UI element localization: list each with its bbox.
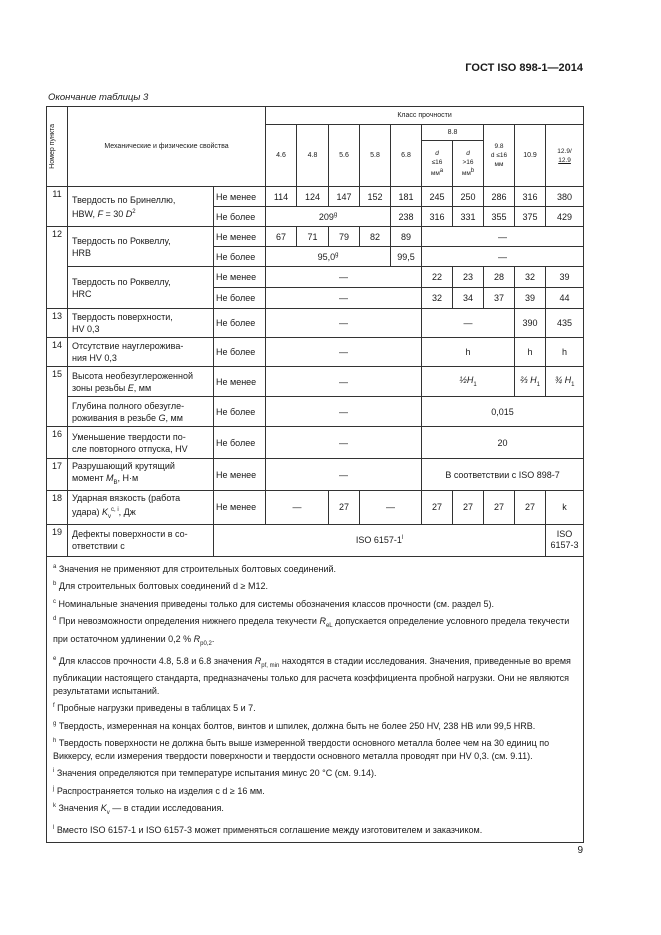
table-cell: 152 (360, 187, 391, 207)
row-number: 17 (47, 459, 68, 491)
class-12-9: 12.9/ 12.9 (546, 125, 584, 187)
class-6-8: 6.8 (391, 125, 422, 187)
limit-max: Не более (214, 338, 266, 367)
row-number: 13 (47, 309, 68, 338)
table-cell: 238 (391, 207, 422, 227)
table-cell: — (422, 309, 515, 338)
table-cell: 316 (422, 207, 453, 227)
table-cell: — (266, 427, 422, 459)
table-cell: 355 (484, 207, 515, 227)
property-thread-zone-e: Высота необезуглероженной зоны резьбы E, мм (68, 367, 214, 397)
property-rockwell-hrb: Твердость по Роквеллу, HRB (68, 227, 214, 267)
property-breaking-torque: Разрушающий крутящий момент $M_B$, Н·м (68, 459, 214, 491)
limit-max: Не более (214, 207, 266, 227)
table-cell: — (266, 288, 422, 309)
table-row (47, 267, 584, 288)
table-row (47, 427, 584, 459)
limit-max: Не более (214, 247, 266, 267)
row-number: 11 (47, 187, 68, 227)
limit-max: Не более (214, 427, 266, 459)
footnote-i: $^i$ Значения определяются при температуре испытания минус 20 °C (см. 9.14). (53, 768, 377, 779)
table-cell: 39 (546, 267, 584, 288)
footnote-c: $^c$ Номинальные значения приведены только для системы обозначения классов прочности (см. раздел 5). (53, 598, 494, 609)
footnote-e: $^e$ Для классов прочности 4.8, 5.8 и 6.8 значения $R_{pf, min}$ находятся в стадии исследования. Значения, приведенные во время публикации настоящего стандарта, предназначены только для расчета коэффициента пробной нагрузки. Они не являются результатами испытаний. (53, 655, 571, 696)
class-9-8: 9.8 d ≤16 мм (484, 125, 515, 187)
strength-class-header: Класс прочности (266, 107, 584, 125)
table-row (47, 491, 584, 525)
table-caption: Окончание таблицы 3 (48, 92, 149, 103)
footnote-d: $^d$ При невозможности определения нижнего предела текучести $R_{eL}$ допускается определение условного предела текучести при остаточном удлинении 0,2 % $R_{p0,2}$. (53, 616, 570, 647)
class-4-6: 4.6 (266, 125, 297, 187)
table-cell: 0,015 (422, 397, 584, 427)
table-cell: 27 (484, 491, 515, 525)
limit-min: Не менее (214, 267, 266, 288)
row-number: 16 (47, 427, 68, 459)
table-cell: 286 (484, 187, 515, 207)
class-4-8: 4.8 (297, 125, 329, 187)
table-cell: — (360, 491, 422, 525)
table-row (47, 338, 584, 367)
table-cell: 250 (453, 187, 484, 207)
class-10-9: 10.9 (515, 125, 546, 187)
property-surface-hardness: Твердость поверхности, HV 0,3 (68, 309, 214, 338)
footnote-b: $^b$ Для строительных болтовых соединений d ≥ M12. (53, 581, 268, 592)
table-cell: h (546, 338, 584, 367)
table-cell: ISO 6157-1$^l$ (214, 524, 546, 556)
table-cell: — (266, 267, 422, 288)
limit-max: Не более (214, 309, 266, 338)
class-8-8: 8.8 (422, 125, 484, 141)
table-cell: 114 (266, 187, 297, 207)
table-row (47, 309, 584, 338)
table-cell: 380 (546, 187, 584, 207)
class-5-8: 5.8 (360, 125, 391, 187)
table-cell: h (515, 338, 546, 367)
table-cell: 32 (422, 288, 453, 309)
document-title: ГОСТ ISO 898-1—2014 (465, 62, 583, 74)
table-cell: $\frac{1}{2}H_1$ (422, 367, 515, 397)
footnote-a: $^a$ Значения не применяют для строительных болтовых соединений. (53, 563, 337, 574)
table-cell: — (266, 491, 329, 525)
table-cell: — (266, 397, 422, 427)
table-cell: — (266, 338, 422, 367)
table-cell: 27 (329, 491, 360, 525)
limit-min: Не менее (214, 367, 266, 397)
table-cell: 39 (515, 288, 546, 309)
limit-max: Не более (214, 397, 266, 427)
table-cell: 181 (391, 187, 422, 207)
table-cell: 67 (266, 227, 297, 247)
property-no-carburization: Отсутствие науглерожива- ния HV 0,3 (68, 338, 214, 367)
table-cell: 32 (515, 267, 546, 288)
table-cell: 23 (453, 267, 484, 288)
table-cell: 22 (422, 267, 453, 288)
table-cell: ¾ $H_1$ (546, 367, 584, 397)
table-row (47, 187, 584, 207)
table-cell: 27 (422, 491, 453, 525)
footnote-h: $^h$ Твердость поверхности не должна быть выше измеренной твердости основного металла более чем на 30 единиц по Виккерсу, если измерения твердости поверхности и твердости основного металла проводят при HV 0,3. (см. 9.11). (53, 738, 550, 761)
property-impact-strength: Ударная вязкость (работа удара) $K_v^{c, i}$, Дж (68, 491, 214, 525)
property-decarburization-g: Глубина полного обезугле- роживания в резьбе G, мм (68, 397, 214, 427)
footnote-f: $^f$ Пробные нагрузки приведены в таблицах 5 и 7. (53, 703, 256, 714)
row-number: 18 (47, 491, 68, 525)
table-cell: h (422, 338, 515, 367)
row-number: 19 (47, 524, 68, 556)
table-cell: 429 (546, 207, 584, 227)
limit-min: Не менее (214, 187, 266, 207)
table-cell: 28 (484, 267, 515, 288)
limit-max: Не более (214, 288, 266, 309)
table-cell: 147 (329, 187, 360, 207)
footnotes (47, 556, 584, 842)
table-cell: ISO 6157-3 (546, 524, 584, 556)
table-cell: 20 (422, 427, 584, 459)
row-number: 14 (47, 338, 68, 367)
property-surface-defects: Дефекты поверхности в со- ответствии с (68, 524, 214, 556)
table-cell: 245 (422, 187, 453, 207)
table-cell: 316 (515, 187, 546, 207)
properties-table (46, 106, 584, 843)
table-row (47, 367, 584, 397)
table-cell: 435 (546, 309, 584, 338)
table-cell: 89 (391, 227, 422, 247)
class-8-8-le16: d ≤16 $мм^a$ (422, 141, 453, 187)
table-cell: 390 (515, 309, 546, 338)
properties-header: Механические и физические свойства (68, 107, 266, 187)
row-number: 15 (47, 367, 68, 427)
table-cell: 95,0$^g$ (266, 247, 391, 267)
property-hardness-reduction: Уменьшение твердости по- сле повторного отпуска, HV (68, 427, 214, 459)
table-cell: 27 (515, 491, 546, 525)
table-cell: 99,5 (391, 247, 422, 267)
table-cell: 124 (297, 187, 329, 207)
table-cell: — (266, 367, 422, 397)
table-row (47, 524, 584, 556)
table-cell: 209$^g$ (266, 207, 391, 227)
property-brinell: Твердость по Бринеллю, HBW, F = 30 $D^2$ (68, 187, 214, 227)
page-number: 9 (577, 845, 583, 856)
limit-min: Не менее (214, 227, 266, 247)
table-cell: 71 (297, 227, 329, 247)
table-cell: 27 (453, 491, 484, 525)
class-5-6: 5.6 (329, 125, 360, 187)
limit-min: Не менее (214, 459, 266, 491)
table-row (47, 459, 584, 491)
footnote-g: $^g$ Твердость, измеренная на концах болтов, винтов и шпилек, должна быть не более 250 HV, 238 HB или 99,5 HRB. (53, 720, 536, 731)
table-cell: — (266, 459, 422, 491)
table-row (47, 227, 584, 247)
table-row (47, 397, 584, 427)
clause-number-header: Номер пункта (47, 107, 68, 187)
footnote-l: $^l$ Вместо ISO 6157-1 и ISO 6157-3 может применяться соглашение между изготовителем и заказчиком. (53, 825, 483, 836)
row-number: 12 (47, 227, 68, 309)
table-cell: ⅔ $H_1$ (515, 367, 546, 397)
table-cell: — (422, 247, 584, 267)
table-cell: 34 (453, 288, 484, 309)
limit-min: Не менее (214, 491, 266, 525)
footnotes-row (47, 556, 584, 842)
table-cell: 375 (515, 207, 546, 227)
footnote-k: $^k$ Значения $K_v$ — в стадии исследования. (53, 803, 224, 816)
table-cell: k (546, 491, 584, 525)
table-cell: 82 (360, 227, 391, 247)
table-cell: 79 (329, 227, 360, 247)
table-cell: В соответствии с ISO 898-7 (422, 459, 584, 491)
table-cell: 331 (453, 207, 484, 227)
table-cell: 44 (546, 288, 584, 309)
table-cell: — (266, 309, 422, 338)
property-rockwell-hrc: Твердость по Роквеллу, HRC (68, 267, 214, 309)
table-cell: — (422, 227, 584, 247)
table-cell: 37 (484, 288, 515, 309)
footnote-j: $^j$ Распространяется только на изделия с d ≥ 16 мм. (53, 785, 265, 796)
class-8-8-gt16: d >16 $мм^b$ (453, 141, 484, 187)
